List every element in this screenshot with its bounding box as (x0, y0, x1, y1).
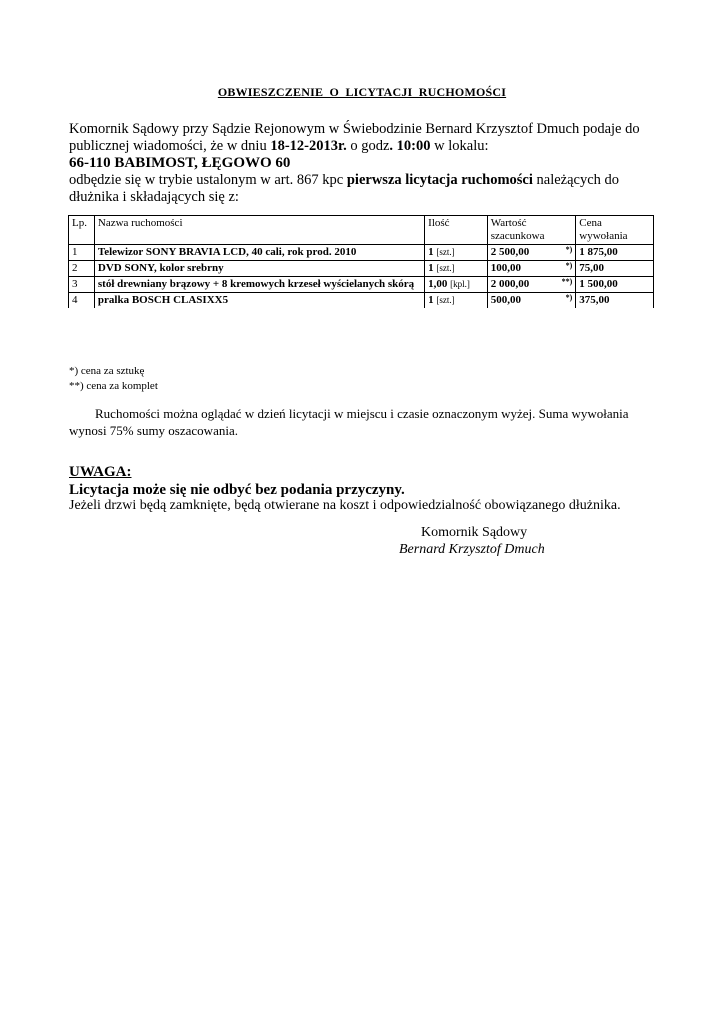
intro-text-2b: o godz (346, 138, 390, 154)
auction-date: 18-12-2013r. (270, 138, 347, 154)
row-lp: 2 (69, 261, 95, 277)
row-value-mark: *) (565, 261, 573, 270)
row-unit: [kpl.] (450, 279, 470, 289)
auction-time: . 10:00 (389, 138, 431, 154)
footnote-per-set: **) cena za komplet (69, 380, 158, 392)
row-name: pralka BOSCH CLASIXX5 (94, 293, 424, 309)
header-price-line2: wywołania (579, 230, 628, 242)
row-name: DVD SONY, kolor srebrny (94, 261, 424, 277)
header-price-line1: Cena (579, 217, 602, 229)
auction-type: pierwsza licytacja ruchomości (346, 172, 533, 188)
row-value (487, 277, 576, 293)
items-table (68, 215, 654, 308)
intro-text-2a: publicznej wiadomości, że w dniu (69, 138, 271, 154)
row-lp: 4 (69, 293, 95, 309)
row-unit: [szt.] (436, 295, 455, 305)
table-row (69, 293, 654, 309)
row-value (487, 293, 576, 309)
footnotes (69, 364, 158, 394)
signature-title: Komornik Sądowy (421, 525, 528, 540)
header-qty: Ilość (425, 216, 488, 245)
warning-heading: UWAGA: (69, 464, 132, 480)
row-name: stół drewniany brązowy + 8 kremowych krzeseł wyścielanych skórą (94, 277, 424, 293)
row-qty (425, 245, 488, 261)
header-lp: Lp. (69, 216, 95, 245)
footnote-per-piece: *) cena za sztukę (69, 365, 145, 377)
table-header-row (69, 216, 654, 245)
row-qty-value: 1 (428, 262, 434, 274)
row-value-amount: 500,00 (490, 294, 521, 306)
intro-text-4a: odbędzie się w trybie ustalonym w art. 867 kpc (69, 172, 347, 188)
row-unit: [szt.] (436, 247, 455, 257)
header-value-line1: Wartość (490, 217, 527, 229)
intro-line-4 (69, 172, 659, 189)
row-qty (425, 261, 488, 277)
row-value-mark: *) (565, 245, 573, 254)
row-lp: 1 (69, 245, 95, 261)
row-price: 375,00 (576, 293, 654, 309)
viewing-line-2: wynosi 75% sumy oszacowania. (69, 423, 238, 438)
signature-name: Bernard Krzysztof Dmuch (399, 542, 545, 557)
intro-line-5: dłużnika i składających się z: (69, 189, 239, 205)
header-value-line2: szacunkowa (490, 230, 545, 242)
row-qty (425, 293, 488, 309)
row-price: 75,00 (576, 261, 654, 277)
viewing-line-1: Ruchomości można oglądać w dzień licytacji w miejscu i czasie oznaczonym wyżej. Suma wywołania (95, 406, 629, 421)
intro-text-4b: należących do (532, 172, 620, 188)
header-price (576, 216, 654, 245)
row-value-amount: 2 500,00 (490, 246, 530, 258)
document-title: OBWIESZCZENIE O LICYTACJI RUCHOMOŚCI (217, 85, 507, 99)
row-lp: 3 (69, 277, 95, 293)
row-value-amount: 100,00 (490, 262, 521, 274)
warning-text: Jeżeli drzwi będą zamknięte, będą otwierane na koszt i odpowiedzialność obowiązanego dłużnika. (69, 498, 621, 513)
row-name: Telewizor SONY BRAVIA LCD, 40 cali, rok prod. 2010 (94, 245, 424, 261)
row-unit: [szt.] (436, 263, 455, 273)
row-qty-value: 1,00 (428, 278, 448, 290)
row-value-mark: *) (565, 293, 573, 302)
intro-text-1: Komornik Sądowy przy Sądzie Rejonowym w Świebodzinie Bernard Krzysztof Dmuch podaje do (69, 121, 640, 137)
row-value (487, 245, 576, 261)
header-name: Nazwa ruchomości (94, 216, 424, 245)
row-price: 1 875,00 (576, 245, 654, 261)
intro-line-1 (69, 121, 659, 138)
row-qty (425, 277, 488, 293)
intro-paragraph (69, 121, 659, 206)
header-value (487, 216, 576, 245)
row-value-mark: **) (561, 277, 573, 286)
intro-line-2 (69, 138, 659, 155)
intro-text-2c: w lokalu: (430, 138, 489, 154)
row-qty-value: 1 (428, 294, 434, 306)
row-price: 1 500,00 (576, 277, 654, 293)
row-qty-value: 1 (428, 246, 434, 258)
viewing-paragraph (69, 405, 655, 439)
row-value-amount: 2 000,00 (490, 278, 530, 290)
warning-bold: Licytacja może się nie odbyć bez podania przyczyny. (69, 482, 405, 498)
auction-address: 66-110 BABIMOST, ŁĘGOWO 60 (69, 155, 291, 171)
